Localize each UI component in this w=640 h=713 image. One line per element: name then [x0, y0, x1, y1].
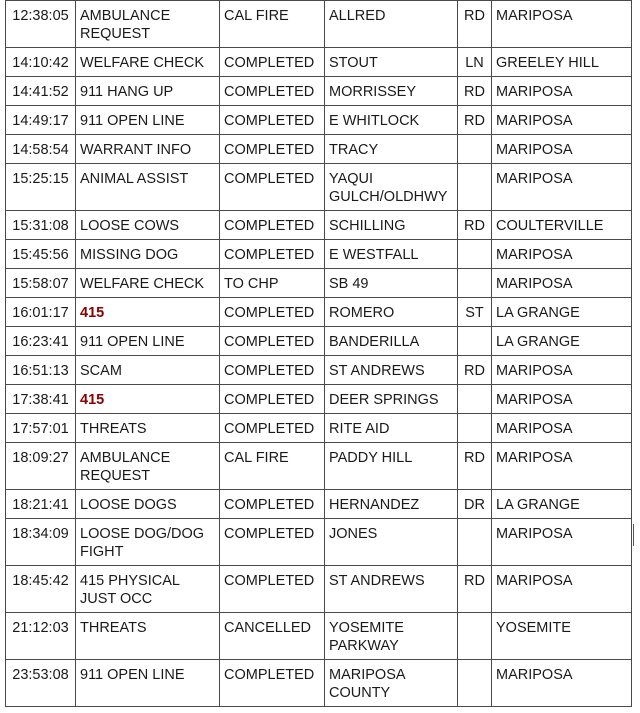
table-row [6, 48, 632, 77]
street-cell-text: ST ANDREWS [329, 363, 425, 379]
table-row [6, 385, 632, 414]
call-type-cell [76, 660, 220, 707]
street-cell-text: TRACY [329, 142, 379, 158]
street-suffix-cell-text: RD [464, 450, 485, 466]
disposition-cell [220, 414, 325, 443]
time-cell [6, 327, 76, 356]
city-cell-text: YOSEMITE [496, 620, 571, 636]
table-row [6, 106, 632, 135]
table-row [6, 566, 632, 613]
disposition-cell [220, 566, 325, 613]
time-cell-text: 16:51:13 [12, 363, 69, 379]
table-row [6, 490, 632, 519]
time-cell-text: 16:01:17 [12, 305, 69, 321]
street-suffix-cell [458, 414, 492, 443]
city-cell [492, 269, 632, 298]
disposition-cell [220, 385, 325, 414]
street-cell-text: ST ANDREWS [329, 573, 425, 589]
time-cell [6, 77, 76, 106]
disposition-cell [220, 443, 325, 490]
street-cell-text: BANDERILLA [329, 334, 420, 350]
city-cell [492, 414, 632, 443]
street-suffix-cell [458, 135, 492, 164]
table-row [6, 414, 632, 443]
disposition-cell [220, 211, 325, 240]
time-cell [6, 135, 76, 164]
disposition-cell [220, 240, 325, 269]
time-cell-text: 18:21:41 [12, 497, 69, 513]
time-cell-text: 15:58:07 [12, 276, 69, 292]
call-type-cell-text: WELFARE CHECK [80, 55, 205, 71]
city-cell [492, 298, 632, 327]
time-cell-text: 14:49:17 [12, 113, 69, 129]
city-cell [492, 211, 632, 240]
time-cell-text: 18:45:42 [12, 573, 69, 589]
call-type-cell-text: 911 OPEN LINE [80, 334, 185, 350]
street-suffix-cell [458, 1, 492, 48]
street-cell-text: RITE AID [329, 421, 390, 437]
time-cell [6, 385, 76, 414]
disposition-cell-text: COMPLETED [224, 573, 315, 589]
disposition-cell-text: TO CHP [224, 276, 279, 292]
city-cell-text: MARIPOSA [496, 526, 573, 542]
call-type-cell-text: 415 [80, 392, 105, 408]
street-cell [325, 566, 458, 613]
call-type-cell-text: 911 OPEN LINE [80, 113, 185, 129]
call-type-cell [76, 298, 220, 327]
disposition-cell-text: COMPLETED [224, 334, 315, 350]
call-type-cell [76, 356, 220, 385]
time-cell-text: 17:57:01 [12, 421, 69, 437]
call-type-cell [76, 613, 220, 660]
call-type-cell [76, 414, 220, 443]
city-cell-text: MARIPOSA [496, 450, 573, 466]
call-type-cell-text: MISSING DOG [80, 247, 179, 263]
call-type-cell-text: THREATS [80, 421, 147, 437]
street-cell [325, 106, 458, 135]
street-cell-text: JONES [329, 526, 378, 542]
disposition-cell-text: CAL FIRE [224, 450, 289, 466]
street-suffix-cell [458, 240, 492, 269]
city-cell-text: LA GRANGE [496, 305, 580, 321]
street-cell [325, 1, 458, 48]
call-type-cell [76, 1, 220, 48]
call-type-cell [76, 566, 220, 613]
time-cell [6, 660, 76, 707]
street-cell-text: YAQUI GULCH/OLDHWY [329, 171, 448, 205]
disposition-cell-text: COMPLETED [224, 113, 315, 129]
time-cell [6, 164, 76, 211]
street-suffix-cell [458, 356, 492, 385]
call-type-cell-text: LOOSE COWS [80, 218, 180, 234]
time-cell [6, 613, 76, 660]
street-cell-text: YOSEMITE PARKWAY [329, 620, 404, 654]
disposition-cell [220, 1, 325, 48]
street-cell [325, 135, 458, 164]
street-suffix-cell [458, 48, 492, 77]
disposition-cell-text: COMPLETED [224, 142, 315, 158]
street-cell [325, 519, 458, 566]
street-suffix-cell-text: LN [465, 55, 484, 71]
city-cell-text: MARIPOSA [496, 8, 573, 24]
city-cell-text: MARIPOSA [496, 247, 573, 263]
city-cell [492, 566, 632, 613]
city-cell-text: MARIPOSA [496, 142, 573, 158]
disposition-cell-text: CAL FIRE [224, 8, 289, 24]
disposition-cell-text: COMPLETED [224, 305, 315, 321]
city-cell [492, 1, 632, 48]
street-cell [325, 660, 458, 707]
city-cell [492, 77, 632, 106]
table-row [6, 1, 632, 48]
call-type-cell [76, 135, 220, 164]
city-cell [492, 356, 632, 385]
disposition-cell-text: COMPLETED [224, 392, 315, 408]
edge-mark [633, 524, 634, 546]
street-cell-text: SCHILLING [329, 218, 406, 234]
time-cell [6, 414, 76, 443]
call-type-cell [76, 106, 220, 135]
disposition-cell-text: COMPLETED [224, 526, 315, 542]
city-cell [492, 135, 632, 164]
street-cell-text: ROMERO [329, 305, 395, 321]
street-suffix-cell [458, 519, 492, 566]
street-suffix-cell-text: RD [464, 363, 485, 379]
time-cell-text: 12:38:05 [12, 8, 69, 24]
time-cell-text: 21:12:03 [12, 620, 69, 636]
disposition-cell [220, 356, 325, 385]
street-suffix-cell [458, 164, 492, 211]
city-cell-text: MARIPOSA [496, 421, 573, 437]
time-cell [6, 519, 76, 566]
call-type-cell-text: 911 OPEN LINE [80, 667, 185, 683]
call-type-cell-text: LOOSE DOG/DOG FIGHT [80, 526, 205, 560]
call-type-cell [76, 443, 220, 490]
city-cell-text: MARIPOSA [496, 276, 573, 292]
disposition-cell [220, 327, 325, 356]
call-type-cell [76, 269, 220, 298]
street-cell [325, 48, 458, 77]
disposition-cell-text: CANCELLED [224, 620, 312, 636]
city-cell [492, 613, 632, 660]
street-cell-text: DEER SPRINGS [329, 392, 439, 408]
city-cell [492, 240, 632, 269]
street-cell-text: MORRISSEY [329, 84, 417, 100]
street-cell-text: STOUT [329, 55, 378, 71]
time-cell [6, 490, 76, 519]
street-cell [325, 164, 458, 211]
call-type-cell-text: AMBULANCE REQUEST [80, 450, 171, 484]
street-suffix-cell [458, 77, 492, 106]
call-type-cell-text: THREATS [80, 620, 147, 636]
street-suffix-cell [458, 106, 492, 135]
disposition-cell [220, 106, 325, 135]
time-cell-text: 14:10:42 [12, 55, 69, 71]
city-cell-text: GREELEY HILL [496, 55, 599, 71]
street-cell [325, 356, 458, 385]
street-cell-text: MARIPOSA COUNTY [329, 667, 405, 701]
street-cell [325, 385, 458, 414]
street-cell [325, 327, 458, 356]
table-row [6, 356, 632, 385]
city-cell-text: MARIPOSA [496, 573, 573, 589]
time-cell-text: 18:09:27 [12, 450, 69, 466]
city-cell-text: LA GRANGE [496, 334, 580, 350]
disposition-cell-text: COMPLETED [224, 497, 315, 513]
table-row [6, 77, 632, 106]
time-cell-text: 14:58:54 [12, 142, 69, 158]
table-row [6, 327, 632, 356]
city-cell [492, 106, 632, 135]
call-type-cell [76, 77, 220, 106]
call-type-cell [76, 327, 220, 356]
street-cell [325, 77, 458, 106]
time-cell [6, 211, 76, 240]
street-suffix-cell [458, 385, 492, 414]
street-cell [325, 490, 458, 519]
street-suffix-cell [458, 613, 492, 660]
disposition-cell [220, 660, 325, 707]
call-type-cell [76, 519, 220, 566]
time-cell [6, 240, 76, 269]
street-cell-text: PADDY HILL [329, 450, 413, 466]
disposition-cell-text: COMPLETED [224, 171, 315, 187]
time-cell [6, 356, 76, 385]
call-type-cell-text: LOOSE DOGS [80, 497, 177, 513]
street-suffix-cell [458, 566, 492, 613]
call-log-table [5, 0, 632, 707]
call-log-body [6, 1, 632, 707]
disposition-cell-text: COMPLETED [224, 218, 315, 234]
time-cell-text: 17:38:41 [12, 392, 69, 408]
street-cell-text: HERNANDEZ [329, 497, 420, 513]
table-row [6, 164, 632, 211]
street-suffix-cell [458, 490, 492, 519]
disposition-cell-text: COMPLETED [224, 247, 315, 263]
city-cell [492, 327, 632, 356]
street-suffix-cell-text: RD [464, 8, 485, 24]
call-type-cell [76, 48, 220, 77]
street-suffix-cell-text: RD [464, 113, 485, 129]
city-cell [492, 443, 632, 490]
city-cell [492, 490, 632, 519]
time-cell-text: 16:23:41 [12, 334, 69, 350]
time-cell [6, 1, 76, 48]
city-cell-text: MARIPOSA [496, 84, 573, 100]
city-cell [492, 660, 632, 707]
call-type-cell-text: ANIMAL ASSIST [80, 171, 189, 187]
call-type-cell-text: SCAM [80, 363, 122, 379]
street-cell [325, 269, 458, 298]
city-cell [492, 385, 632, 414]
table-row [6, 443, 632, 490]
disposition-cell [220, 490, 325, 519]
street-cell-text: SB 49 [329, 276, 369, 292]
disposition-cell [220, 613, 325, 660]
disposition-cell [220, 298, 325, 327]
disposition-cell [220, 48, 325, 77]
street-suffix-cell [458, 269, 492, 298]
city-cell-text: MARIPOSA [496, 392, 573, 408]
disposition-cell-text: COMPLETED [224, 421, 315, 437]
disposition-cell [220, 135, 325, 164]
disposition-cell [220, 164, 325, 211]
call-type-cell-text: 911 HANG UP [80, 84, 174, 100]
time-cell [6, 443, 76, 490]
street-cell-text: ALLRED [329, 8, 386, 24]
table-row [6, 269, 632, 298]
street-cell [325, 443, 458, 490]
call-type-cell [76, 240, 220, 269]
city-cell-text: COULTERVILLE [496, 218, 604, 234]
street-suffix-cell [458, 660, 492, 707]
disposition-cell [220, 519, 325, 566]
table-row [6, 660, 632, 707]
call-type-cell-text: WARRANT INFO [80, 142, 192, 158]
city-cell-text: MARIPOSA [496, 113, 573, 129]
city-cell [492, 164, 632, 211]
time-cell-text: 15:45:56 [12, 247, 69, 263]
city-cell [492, 519, 632, 566]
time-cell [6, 566, 76, 613]
disposition-cell [220, 269, 325, 298]
city-cell-text: MARIPOSA [496, 667, 573, 683]
call-type-cell [76, 211, 220, 240]
call-type-cell [76, 164, 220, 211]
table-row [6, 240, 632, 269]
street-suffix-cell-text: RD [464, 218, 485, 234]
time-cell-text: 18:34:09 [12, 526, 69, 542]
time-cell-text: 15:25:15 [12, 171, 69, 187]
table-row [6, 135, 632, 164]
call-type-cell-text: 415 PHYSICAL JUST OCC [80, 573, 180, 607]
city-cell-text: LA GRANGE [496, 497, 580, 513]
call-type-cell [76, 385, 220, 414]
disposition-cell-text: COMPLETED [224, 363, 315, 379]
street-suffix-cell-text: ST [465, 305, 484, 321]
time-cell-text: 15:31:08 [12, 218, 69, 234]
table-row [6, 298, 632, 327]
time-cell [6, 298, 76, 327]
time-cell [6, 269, 76, 298]
disposition-cell-text: COMPLETED [224, 667, 315, 683]
call-type-cell-text: WELFARE CHECK [80, 276, 205, 292]
call-type-cell-text: 415 [80, 305, 105, 321]
city-cell [492, 48, 632, 77]
call-type-cell [76, 490, 220, 519]
street-cell [325, 414, 458, 443]
street-suffix-cell-text: RD [464, 573, 485, 589]
street-suffix-cell [458, 298, 492, 327]
street-cell [325, 240, 458, 269]
table-row [6, 613, 632, 660]
disposition-cell-text: COMPLETED [224, 84, 315, 100]
street-cell [325, 613, 458, 660]
street-suffix-cell [458, 327, 492, 356]
street-suffix-cell-text: DR [464, 497, 485, 513]
disposition-cell [220, 77, 325, 106]
table-row [6, 519, 632, 566]
table-row [6, 211, 632, 240]
street-suffix-cell-text: RD [464, 84, 485, 100]
call-type-cell-text: AMBULANCE REQUEST [80, 8, 171, 42]
time-cell [6, 48, 76, 77]
street-cell-text: E WESTFALL [329, 247, 419, 263]
street-suffix-cell [458, 211, 492, 240]
street-cell-text: E WHITLOCK [329, 113, 420, 129]
time-cell-text: 14:41:52 [12, 84, 69, 100]
city-cell-text: MARIPOSA [496, 171, 573, 187]
time-cell-text: 23:53:08 [12, 667, 69, 683]
disposition-cell-text: COMPLETED [224, 55, 315, 71]
time-cell [6, 106, 76, 135]
city-cell-text: MARIPOSA [496, 363, 573, 379]
street-cell [325, 211, 458, 240]
street-cell [325, 298, 458, 327]
street-suffix-cell [458, 443, 492, 490]
